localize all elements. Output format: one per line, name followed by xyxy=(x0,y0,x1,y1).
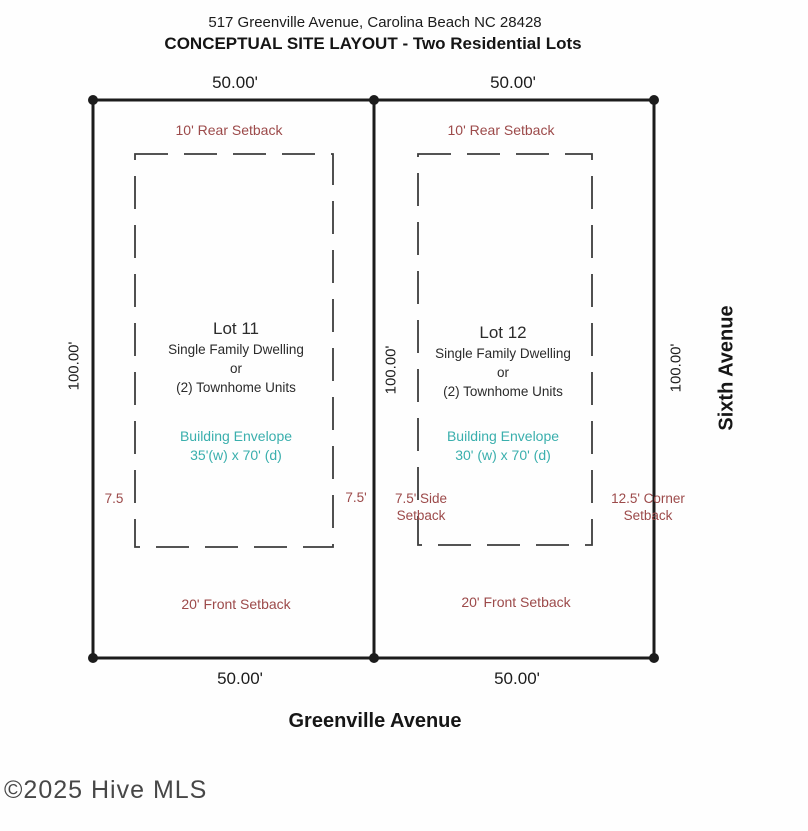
street-name-sixth-avenue: Sixth Avenue xyxy=(715,305,738,431)
lot11-side-setback-right: 7.5' xyxy=(345,490,367,505)
lot11-depth-left: 100.00' xyxy=(65,341,83,391)
lot12-use-line3: (2) Townhome Units xyxy=(443,384,563,399)
lot11-description xyxy=(168,317,304,397)
lot11-use-line3: (2) Townhome Units xyxy=(176,380,296,395)
mls-watermark: ©2025 Hive MLS xyxy=(4,776,208,804)
lot12-envelope-dims: 30' (w) x 70' (d) xyxy=(455,447,551,463)
lot12-depth-right: 100.00' xyxy=(667,343,685,393)
lot11-width-top: 50.00' xyxy=(212,73,258,92)
lot12-corner-setback-label: 12.5' Corner Setback xyxy=(611,491,685,523)
page-title: CONCEPTUAL SITE LAYOUT - Two Residential Lots xyxy=(164,34,582,53)
lot11-side-setback-left: 7.5 xyxy=(104,491,124,506)
lot12-envelope-note xyxy=(447,427,559,465)
lot12-use-line1: Single Family Dwelling xyxy=(435,346,571,361)
lot11-use-line2: or xyxy=(229,361,242,376)
lot11-front-setback-label: 20' Front Setback xyxy=(181,596,291,612)
lot12-front-setback-label: 20' Front Setback xyxy=(461,594,571,610)
lot12-use-line2: or xyxy=(496,365,509,380)
lot11-envelope-note xyxy=(180,427,292,465)
lot11-envelope-dims: 35'(w) x 70' (d) xyxy=(190,447,282,463)
lot11-width-bottom: 50.00' xyxy=(217,669,263,688)
lot12-width-top: 50.00' xyxy=(490,73,536,92)
street-name-greenville-avenue: Greenville Avenue xyxy=(288,710,462,732)
lot12-width-bottom: 50.00' xyxy=(494,669,540,688)
lot12-side-setback-label: 7.5' Side Setback xyxy=(394,491,448,523)
lot12-envelope-title: Building Envelope xyxy=(446,428,560,444)
lot11-rear-setback-label: 10' Rear Setback xyxy=(175,122,283,138)
lot12-rear-setback-label: 10' Rear Setback xyxy=(447,122,555,138)
lot12-name: Lot 12 xyxy=(479,323,527,342)
lot11-envelope-title: Building Envelope xyxy=(179,428,293,444)
lot12-description xyxy=(435,321,571,401)
lot12-depth-left: 100.00' xyxy=(382,345,400,395)
lot11-use-line1: Single Family Dwelling xyxy=(168,342,304,357)
lot11-name: Lot 11 xyxy=(212,319,259,338)
header-address: 517 Greenville Avenue, Carolina Beach NC 28428 xyxy=(208,14,542,31)
